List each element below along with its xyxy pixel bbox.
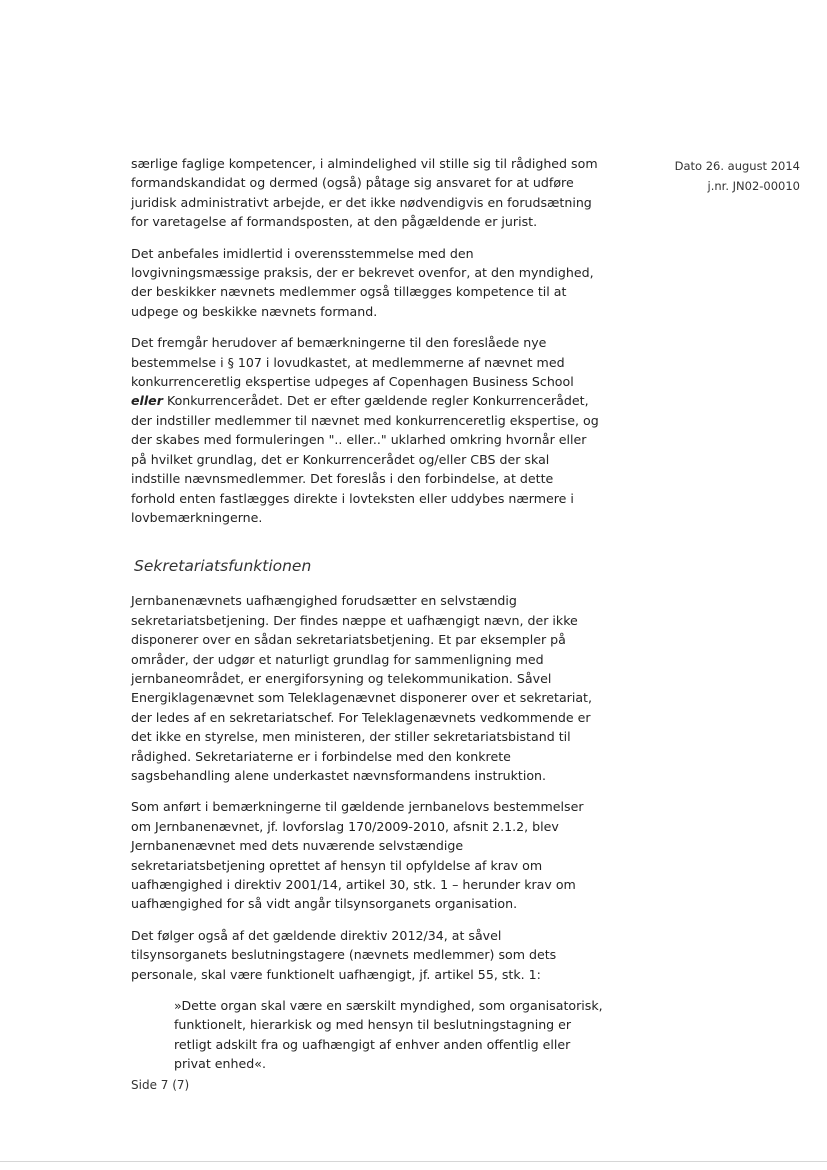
journal-number: j.nr. JN02-00010 — [707, 179, 800, 193]
paragraph-direktiv: Det følger også af det gældende direktiv 2012/34, at såvel tilsynsorganets beslutningstagere (nævnets medlemmer) som dets personale, skal være funktionelt uafhængigt, jf. artikel 55, stk. 1: — [131, 927, 557, 982]
paragraph-bemaerkninger — [131, 333, 601, 527]
document-body — [131, 154, 601, 1074]
page-number: Side 7 (7) — [131, 1078, 190, 1092]
block-quote — [174, 996, 604, 1074]
document-meta — [640, 156, 800, 196]
scan-edge-divider — [0, 1161, 827, 1162]
paragraph-text: Det fremgår herudover af bemærkningerne til den foreslåede nye bestemmelse i § 107 i lovudkastet, at medlemmerne af nævnet med konkurrenceretlig ekspertise udpeges af Copenhagen Business School — [131, 335, 574, 390]
emphasis-eller: eller — [131, 393, 163, 409]
paragraph-formand-kompetence: særlige faglige kompetencer, i almindelighed vil stille sig til rådighed som formandskandidat og dermed (også) påtage sig ansvaret for at udføre juridisk administrativt arbejde, er det ikke nødvendigvis en forudsætning for varetagelse af formandsposten, at den pågældende er jurist. — [131, 156, 598, 230]
paragraph-lovforslag: Som anført i bemærkningerne til gældende jernbanelovs bestemmelser om Jernbanenævnet, jf. lovforslag 170/2009-2010, afsnit 2.1.2, blev Jernbanenævnet med dets nuværende selvstændige sekretariatsbetjening oprettet af hensyn til opfyldelse af krav om uafhængighed i direktiv 2001/14, artikel 30, stk. 1 – herunder krav om uafhængighed for så vidt angår tilsynsorganets organisation. — [131, 799, 584, 912]
paragraph-anbefaling: Det anbefales imidlertid i overensstemmelse med den lovgivningsmæssige praksis, der er bekrevet ovenfor, at den myndighed, der beskikker nævnets medlemmer også tillægges kompetence til at udpege og beskikke nævnets formand. — [131, 245, 594, 319]
document-date: Dato 26. august 2014 — [674, 159, 800, 173]
quote-text: »Dette organ skal være en særskilt myndighed, som organisatorisk, funktionelt, hierarkisk og med hensyn til beslutningstagning er retligt adskilt fra og uafhængigt af enhver anden offentlig eller privat enhed«. — [174, 998, 603, 1072]
section-heading: Sekretariatsfunktionen — [134, 557, 312, 576]
paragraph-uafhaengighed: Jernbanenævnets uafhængighed forudsætter en selvstændig sekretariatsbetjening. Der findes næppe et uafhængigt nævn, der ikke disponerer over en sådan sekretariatsbetjening. Et par eksempler på områder, der udgør et naturligt grundlag for sammenligning med jernbaneområdet, er energiforsyning og telekommunikation. Såvel Energiklagenævnet som Teleklagenævnet disponerer over et sekretariat, der ledes af en sekretariatschef. For Teleklagenævnets vedkommende er det ikke en styrelse, men ministeren, der stiller sekretariatsbistand til rådighed. Sekretariaterne er i forbindelse med den konkrete sagsbehandling alene underkastet nævnsformandens instruktion. — [131, 593, 592, 783]
paragraph-text: Konkurrencerådet. Det er efter gældende regler Konkurrencerådet, der indstiller medlemmer til nævnet med konkurrenceretlig ekspertise, og der skabes med formuleringen ".. eller.." uklarhed omkring hvornår eller på hvilket grundlag, det er Konkurrencerådet og/eller CBS der skal indstille nævnsmedlemmer. Det foreslås i den forbindelse, at dette forhold enten fastlægges direkte i lovteksten eller uddybes nærmere i lovbemærkningerne. — [131, 393, 599, 525]
